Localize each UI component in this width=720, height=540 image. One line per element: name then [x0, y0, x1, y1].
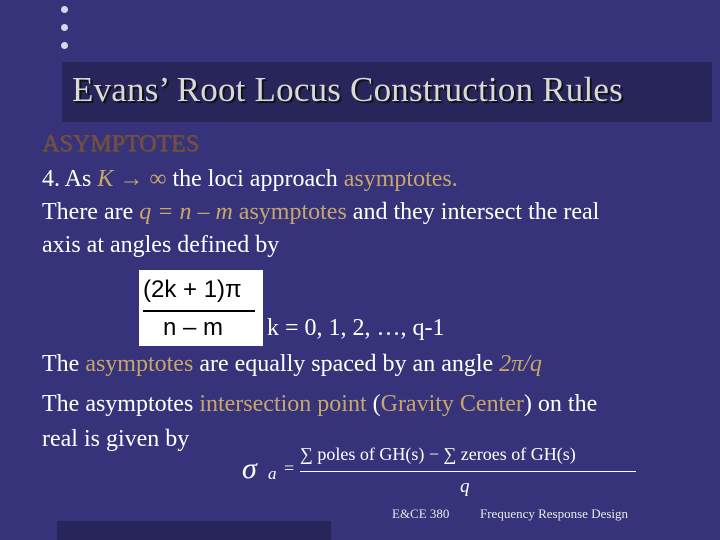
- k-variable: K: [97, 166, 114, 192]
- formula-numerator: (2k + 1)π: [143, 276, 242, 303]
- text: the loci approach: [172, 166, 344, 192]
- formula-denominator: n – m: [163, 314, 224, 341]
- q-equation: q = n – m: [139, 199, 233, 225]
- sigma-symbol: σ: [242, 452, 257, 485]
- text: ) on the: [523, 391, 598, 417]
- angle-value: 2π/q: [499, 351, 542, 377]
- footer-course: E&CE 380: [392, 506, 450, 521]
- rule-line-2: [42, 198, 599, 226]
- sigma-numerator: ∑ poles of GH(s) − ∑ zeroes of GH(s): [300, 444, 576, 464]
- footer-band: [57, 521, 331, 540]
- rule-line-3: axis at angles defined by: [42, 232, 280, 258]
- footer-topic: Frequency Response Design: [480, 506, 629, 521]
- text: (: [366, 391, 381, 417]
- sigma-subscript: a: [268, 464, 277, 483]
- dot: [61, 24, 68, 31]
- sigma-denominator: q: [460, 476, 470, 497]
- accent-text: intersection point: [199, 391, 367, 417]
- angle-formula: [139, 270, 263, 346]
- text: and they intersect the real: [346, 199, 600, 225]
- rule-line-6: [42, 390, 597, 418]
- accent-text: asymptotes: [232, 199, 347, 225]
- rule-line-7: real is given by: [42, 426, 190, 452]
- fraction-bar: [300, 471, 636, 472]
- text: There are: [42, 199, 140, 225]
- equals-sign: =: [284, 458, 295, 478]
- dot: [61, 42, 68, 49]
- rule-line-5: [42, 350, 542, 378]
- text: 4. As: [42, 166, 98, 192]
- dot: [61, 6, 68, 13]
- accent-text: Gravity Center: [380, 391, 524, 417]
- k-values: k = 0, 1, 2, …, q-1: [267, 315, 445, 341]
- accent-text: asymptotes: [85, 351, 194, 377]
- fraction-bar: [143, 310, 255, 312]
- accent-text: asymptotes.: [343, 166, 458, 192]
- slide-title: Evans’ Root Locus Construction Rules: [72, 70, 623, 109]
- text: are equally spaced by an angle: [193, 351, 500, 377]
- text: The: [42, 351, 86, 377]
- rule-line-1: [42, 165, 458, 193]
- arrow-infinity: → ∞: [113, 166, 173, 192]
- text: The asymptotes: [42, 391, 200, 417]
- section-heading: ASYMPTOTES: [42, 131, 199, 157]
